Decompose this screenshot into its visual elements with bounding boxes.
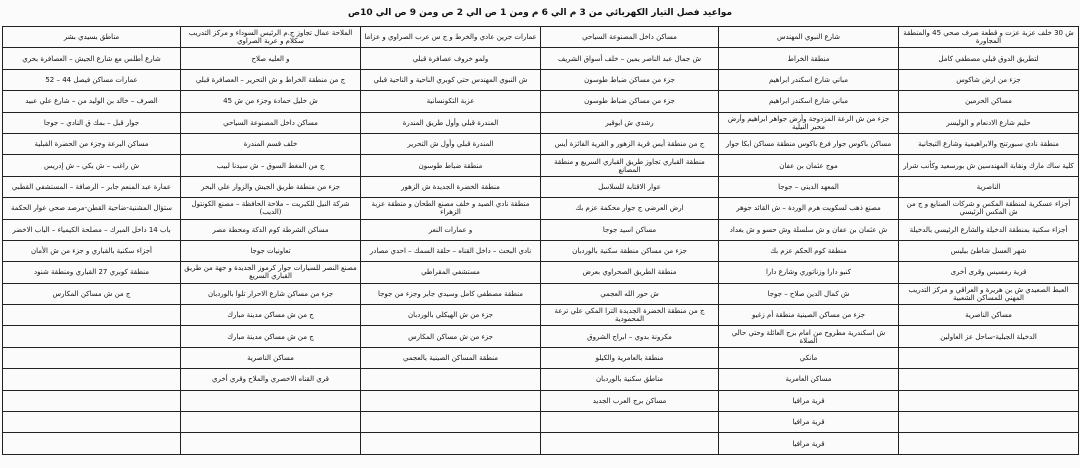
table-row bbox=[3, 283, 1079, 304]
table-cell: قرية مرافيا bbox=[719, 412, 899, 433]
table-cell: العبط الصعيدي ش بن هريرة و العراقي و مركز التدريب المهني للمساكن الشعبية bbox=[899, 283, 1079, 304]
table-row bbox=[3, 155, 1079, 176]
table-cell: مانكي bbox=[719, 347, 899, 368]
table-row bbox=[3, 133, 1079, 154]
table-cell: منطقة القباري تجاوز طريق القباري السريع و منطقة المصانع bbox=[541, 155, 719, 176]
table-cell: عزبة التكونسانية bbox=[361, 91, 541, 112]
table-row bbox=[3, 176, 1079, 197]
table-cell: قرية مرافيا bbox=[719, 433, 899, 454]
table-row bbox=[3, 390, 1079, 411]
table-row bbox=[3, 305, 1079, 326]
table-cell: ش عثمان بن عفان و ش سلسلة وش حسو و ش بغداد bbox=[719, 219, 899, 240]
table-cell: مساكن داخل المصنوعة السياحي bbox=[181, 112, 361, 133]
table-row bbox=[3, 262, 1079, 283]
table-cell: مصنع النصر للسيارات جوار كرموز الجديدة و جهة من طريق القباري السريع bbox=[181, 262, 361, 283]
table-cell: حليم شارع الادنعام و الوليسر bbox=[899, 112, 1079, 133]
table-cell bbox=[181, 390, 361, 411]
table-cell: ج من منطقة أيس قرية الزهور و القرية الفائزة أيس bbox=[541, 133, 719, 154]
table-cell: موج عثمان بن عفان bbox=[719, 155, 899, 176]
table-cell: منطقة بالعامرية والكيلو bbox=[541, 347, 719, 368]
table-cell: جزء من مساكن الصينية منطقة أم زغيو bbox=[719, 305, 899, 326]
table-cell: مساكن برج العرب الجديد bbox=[541, 390, 719, 411]
table-cell bbox=[541, 433, 719, 454]
table-cell: ولمو خروف عصافرة قبلي bbox=[361, 48, 541, 69]
table-cell: مساكن البرعة وجزء من الحضرة القبلية bbox=[3, 133, 181, 154]
table-row bbox=[3, 69, 1079, 90]
table-cell: ش حور الله العجمي bbox=[541, 283, 719, 304]
table-cell: ستؤال المشنية-ضاحية القطن-مرصد صحي عوار الحكمة bbox=[3, 198, 181, 219]
schedule-table-body bbox=[3, 27, 1079, 455]
table-cell: جزء من ش مساكن المكارس bbox=[361, 326, 541, 347]
table-cell: مكرونة بدوي – ابراج الشروق bbox=[541, 326, 719, 347]
table-cell bbox=[3, 433, 181, 454]
table-cell bbox=[361, 433, 541, 454]
table-cell: مساكن باكوس جوار فرع باكوس منطقة مساكن ابكا جوار bbox=[719, 133, 899, 154]
table-cell bbox=[899, 433, 1079, 454]
table-cell: نادي البحث – داخل القناه – حلقة السمك – احدي مصادر bbox=[361, 240, 541, 261]
table-cell: و العليه صلاح bbox=[181, 48, 361, 69]
table-row bbox=[3, 347, 1079, 368]
table-cell: ش النبوي المهندس حتي كوبري الناحية و الناحية قبلي bbox=[361, 69, 541, 90]
table-cell: الدخيلة الجبلية-ساحل عز العاولين bbox=[899, 326, 1079, 347]
table-cell: ش 30 خلف عزبة عزت و قطعة صرف صحي 45 والمنطقة المجاورة bbox=[899, 27, 1079, 48]
table-cell: شهر العسل شاطئ بيليس bbox=[899, 240, 1079, 261]
table-cell: كلية ساك مارك ونقابة المهندسين ش بورسعيد وكأنب شرار bbox=[899, 155, 1079, 176]
table-cell: مباني شارع اسكندر ابراهيم bbox=[719, 69, 899, 90]
table-cell: منطقة الخضرة الجديدة ش الزهور bbox=[361, 176, 541, 197]
table-cell: الصرف – خالد بن الوليد من – شارع علي عبيد bbox=[3, 91, 181, 112]
table-cell: جزء من مساكن ضباط طوسون bbox=[541, 91, 719, 112]
table-cell: تعاونيات جوجا bbox=[181, 240, 361, 261]
table-cell: مستشفي المقراطي bbox=[361, 262, 541, 283]
table-cell: عمارات مساكن فيصل 44 – 52 bbox=[3, 69, 181, 90]
table-cell: منطقة كوم الحكم عزم بك bbox=[719, 240, 899, 261]
table-cell: منطقة نادي سبورتنج والابراهيمية وشارع التيجانية bbox=[899, 133, 1079, 154]
table-row bbox=[3, 369, 1079, 390]
table-cell: مناطق سكنية بالوردبان bbox=[541, 369, 719, 390]
table-cell: عمارات جرين عادي والخرط و ج س عرب الصراوي و عزاما bbox=[361, 27, 541, 48]
table-cell: قرية رمسيس وقرى أخرى bbox=[899, 262, 1079, 283]
table-cell bbox=[3, 412, 181, 433]
table-cell: منطقة الطريق الصحراوي بعرض bbox=[541, 262, 719, 283]
table-cell: ج من ش مساكن المكارس bbox=[3, 283, 181, 304]
table-cell: ش راغب – ش بكي – ش إدريس bbox=[3, 155, 181, 176]
table-cell bbox=[3, 369, 181, 390]
table-cell bbox=[899, 347, 1079, 368]
table-cell: مصنع ذهب لسكويت هرم الوردة – ش القائد جوهر bbox=[719, 198, 899, 219]
table-cell: أجزاء عسكرية لمنطقة المكس و شركات الصنايع و ج من ش المكس الرئيسي bbox=[899, 198, 1079, 219]
table-cell bbox=[181, 412, 361, 433]
table-row bbox=[3, 91, 1079, 112]
schedule-table bbox=[2, 26, 1079, 455]
table-cell: قرية مرافيا bbox=[719, 390, 899, 411]
table-cell bbox=[361, 412, 541, 433]
table-cell: منطقة مصطفي كامل وسيدي جابر وجزء من جوجا bbox=[361, 283, 541, 304]
table-cell: ج من ش مساكن مدينة مبارك bbox=[181, 305, 361, 326]
table-cell: رشدي ش ابوقير bbox=[541, 112, 719, 133]
table-cell: المندرة قبلي وأول طريق المندرة bbox=[361, 112, 541, 133]
table-row bbox=[3, 326, 1079, 347]
table-cell: ش خليل حمادة وجزء من ش 45 bbox=[181, 91, 361, 112]
table-row bbox=[3, 27, 1079, 48]
table-cell bbox=[3, 305, 181, 326]
table-cell: مساكن اسيد جوجا bbox=[541, 219, 719, 240]
table-cell: مباني شارع اسكندر ابراهيم bbox=[719, 91, 899, 112]
table-cell: عوار الاقتابة للسلاسل bbox=[541, 176, 719, 197]
table-cell bbox=[899, 390, 1079, 411]
table-cell: ج من ش مساكن مدينة مبارك bbox=[181, 326, 361, 347]
table-row bbox=[3, 48, 1079, 69]
table-cell bbox=[181, 433, 361, 454]
table-cell: شارع النبوي المهندس bbox=[719, 27, 899, 48]
page-title: مواعيد فصل التيار الكهربائي من 3 م الي 6 م ومن 1 ص الي 2 ص ومن 9 ص الي 10ص bbox=[347, 8, 733, 18]
table-cell: مناطق بسيدي بشر bbox=[3, 27, 181, 48]
table-cell: شركة النيل للكبريت – ملاحة الحافظة – مصنع الكونتول (الديب) bbox=[181, 198, 361, 219]
table-cell bbox=[899, 412, 1079, 433]
table-cell: ج من منطقة الخراط و ش التحرير – العصافرة قبلي bbox=[181, 69, 361, 90]
table-cell: منطقة كوبري 27 القباري ومنطقة شنود bbox=[3, 262, 181, 283]
table-cell bbox=[361, 390, 541, 411]
table-cell: شارع أطلس مع شارع الجيش – العصافرة بحري bbox=[3, 48, 181, 69]
table-cell: و عمارات النعر bbox=[361, 219, 541, 240]
table-cell: المعهد الديني – جوجا bbox=[719, 176, 899, 197]
table-cell: منطقة الخراط bbox=[719, 48, 899, 69]
table-cell: باب 14 داخل المبرك – مصلحة الكيمياء – الباب الاخضر bbox=[3, 219, 181, 240]
table-cell: منطقة ضباط طوسون bbox=[361, 155, 541, 176]
table-cell: مساكن الناصرية bbox=[899, 305, 1079, 326]
table-cell: مساكن داخل المصنوعة السياحي bbox=[541, 27, 719, 48]
table-cell: منطقة نادي الصيد و خلف مصنع الطحان و منطقة عزبة الزهراء bbox=[361, 198, 541, 219]
table-cell: جزء من منطقة طريق الجيش والزوار علي البحر bbox=[181, 176, 361, 197]
table-row bbox=[3, 412, 1079, 433]
table-cell: جزء من ش الرعة المزدوجة وأرض جواهر ابراهيم وأرض محبر النيلية bbox=[719, 112, 899, 133]
table-cell: جزء من ارض شاكوس bbox=[899, 69, 1079, 90]
table-cell bbox=[3, 326, 181, 347]
table-cell: لتطريق الدوق قبلي مصطفي كامل bbox=[899, 48, 1079, 69]
table-cell: خلف قسم المندرة bbox=[181, 133, 361, 154]
table-cell: المندرة قبلي وأول ش التحرير bbox=[361, 133, 541, 154]
table-cell: أجزاء سكنية بالقباري و جزء من ش الأمان bbox=[3, 240, 181, 261]
table-row bbox=[3, 198, 1079, 219]
table-cell: ش جمال عبد الناصر يمين – خلف أسواق الشريف bbox=[541, 48, 719, 69]
table-cell bbox=[541, 412, 719, 433]
table-cell: جوار قبل – بمك ق النادي – جوجا bbox=[3, 112, 181, 133]
table-row bbox=[3, 433, 1079, 454]
table-cell: الملاحة عمال تجاوز ج.م الرئيس السوداء و مركز التدريب سكلام و عربة الصراوي bbox=[181, 27, 361, 48]
table-cell: كنبو دارا وزناتوري وشارع دارا bbox=[719, 262, 899, 283]
table-cell bbox=[3, 390, 181, 411]
table-cell: ش اسكندرية مطروح من امام برج العائلة وحتي حالي الصلاة bbox=[719, 326, 899, 347]
table-cell bbox=[899, 369, 1079, 390]
table-cell: عمارة عبد المنعم جابر – الرصافة – المستشفي القطبي bbox=[3, 176, 181, 197]
table-cell: ج من المغط السوق – ش سيدنا لبيب bbox=[181, 155, 361, 176]
table-cell: مساكن الحرمين bbox=[899, 91, 1079, 112]
table-cell: قري القناه الاخصري والملاح وقري أخري bbox=[181, 369, 361, 390]
table-cell: ش كمال الدين صلاح – جوجا bbox=[719, 283, 899, 304]
table-cell bbox=[3, 347, 181, 368]
table-row bbox=[3, 219, 1079, 240]
table-cell: ارض العرضي ج جوار محكمة عزم بك bbox=[541, 198, 719, 219]
table-row bbox=[3, 112, 1079, 133]
table-cell: جزء من مساكن ضباط طوسون bbox=[541, 69, 719, 90]
table-cell bbox=[361, 369, 541, 390]
table-cell: أجزاء سكنية بمنطقة الدخيلة والشارع الرئيسي بالدخيلة bbox=[899, 219, 1079, 240]
table-cell: جزء من ش الهيكلي بالوردبان bbox=[361, 305, 541, 326]
table-cell: مساكن الناصرية bbox=[181, 347, 361, 368]
table-cell: ج من منطقة الخضرة الجديدة الترا المكي علي ترعة المحمودية bbox=[541, 305, 719, 326]
table-row bbox=[3, 240, 1079, 261]
table-cell: مساكن الشرطة كوم الدكة ومحطة مصر bbox=[181, 219, 361, 240]
table-cell: جزء من مساكن منطقة سكنية بالوردبان bbox=[541, 240, 719, 261]
table-cell: الناصرية bbox=[899, 176, 1079, 197]
table-cell: مساكن العامرية bbox=[719, 369, 899, 390]
table-cell: جزء من مساكن شارع الاحرار تلوا بالوردبان bbox=[181, 283, 361, 304]
table-cell: منطقة المساكن الصينية بالعجمي bbox=[361, 347, 541, 368]
